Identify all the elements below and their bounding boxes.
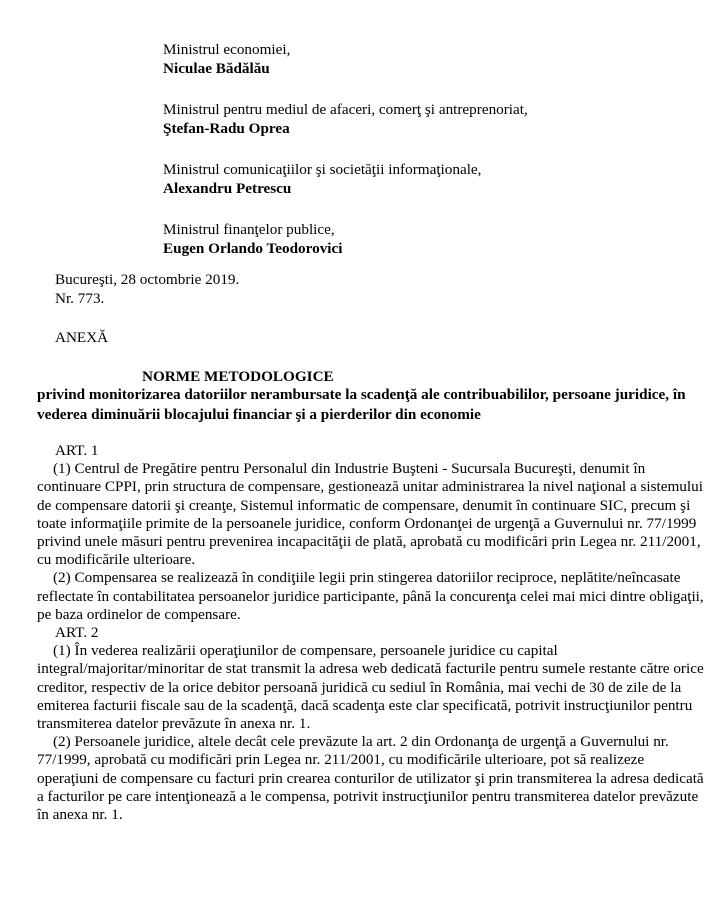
signature-name: Niculae Bădălău: [163, 60, 270, 77]
signature-title: Ministrul comunicaţiilor şi societăţii informaţionale,: [163, 161, 482, 178]
place-date-block: [55, 270, 239, 308]
article-2-paragraph-2: (2) Persoanele juridice, altele decât cele prevăzute la art. 2 din Ordonanţa de urgenţă a Guvernului nr. 77/1999, aprobată cu modificări prin Legea nr. 211/2001, cu modificările ulterioare, pot să realizeze operaţiuni de compensare cu facturi prin crearea conturilor de utilizator şi prin transmiterea la adresa dedicată a facturilor pe care intenţionează a le compensa, potrivit instrucţiunilor pentru transmiterea datelor prevăzute în anexa nr. 1.: [37, 733, 704, 824]
signature-title: Ministrul economiei,: [163, 41, 291, 58]
signature-block-finance: [163, 220, 703, 258]
place-date: Bucureşti, 28 octombrie 2019.: [55, 271, 240, 288]
document-number: Nr. 773.: [55, 290, 105, 307]
signature-block-economy: [163, 40, 703, 78]
article-2-heading: ART. 2: [55, 624, 99, 642]
signatures-section: [163, 40, 703, 280]
signature-block-communications: [163, 160, 703, 198]
article-1-paragraph-2: (2) Compensarea se realizează în condiţiile legii prin stingerea datoriilor reciproce, neplătite/neîncasate reflectate în contabilitatea persoanelor juridice participante, până la concurenţa celei mai mici dintre obligaţii, pe baza ordinelor de compensare.: [37, 569, 704, 623]
signature-name: Alexandru Petrescu: [163, 180, 292, 197]
signature-block-business: [163, 100, 703, 138]
norms-title: NORME METODOLOGICE: [142, 368, 334, 385]
signature-name: Eugen Orlando Teodorovici: [163, 240, 343, 257]
article-1-heading: ART. 1: [55, 442, 99, 459]
norms-subtitle: privind monitorizarea datoriilor nerambursate la scadenţă ale contribuabililor, persoane juridice, în vederea diminuării blocajului financiar şi a pierderilor din economie: [37, 386, 686, 423]
signature-title: Ministrul finanţelor publice,: [163, 221, 335, 238]
signature-name: Ştefan-Radu Oprea: [163, 120, 290, 137]
article-1-paragraph-1: (1) Centrul de Pregătire pentru Personalul din Industrie Buşteni - Sucursala Bucureşti, denumit în continuare CPPI, prin structura de compensare, gestionează unitar administrarea la nivel naţional a sistemului de compensare datorii şi creanţe, Sistemul informatic de compensare, denumit în continuare SIC, precum şi toate informaţiile primite de la persoanele juridice, conform Ordonanţei de urgenţă a Guvernului nr. 77/1999 privind unele măsuri pentru prevenirea incapacităţii de plată, aprobată cu modificări prin Legea nr. 211/2001, cu modificările ulterioare.: [37, 460, 703, 569]
signature-title: Ministrul pentru mediul de afaceri, comerţ şi antreprenoriat,: [163, 101, 528, 118]
annex-label: ANEXĂ: [55, 329, 109, 346]
articles-body: [37, 442, 709, 824]
article-2-paragraph-1: (1) În vederea realizării operaţiunilor de compensare, persoanele juridice cu capital integral/majoritar/minoritar de stat transmit la adresa web dedicată facturile pentru sumele restante către orice creditor, respectiv de la orice debitor persoană juridică cu sediul în România, mai vechi de 30 de zile de la emiterea facturii fiscale sau de la scadenţă, dacă scadenţa este clar specificată, potrivit instrucţiunilor pentru transmiterea datelor prevăzute în anexa nr. 1.: [37, 642, 704, 733]
